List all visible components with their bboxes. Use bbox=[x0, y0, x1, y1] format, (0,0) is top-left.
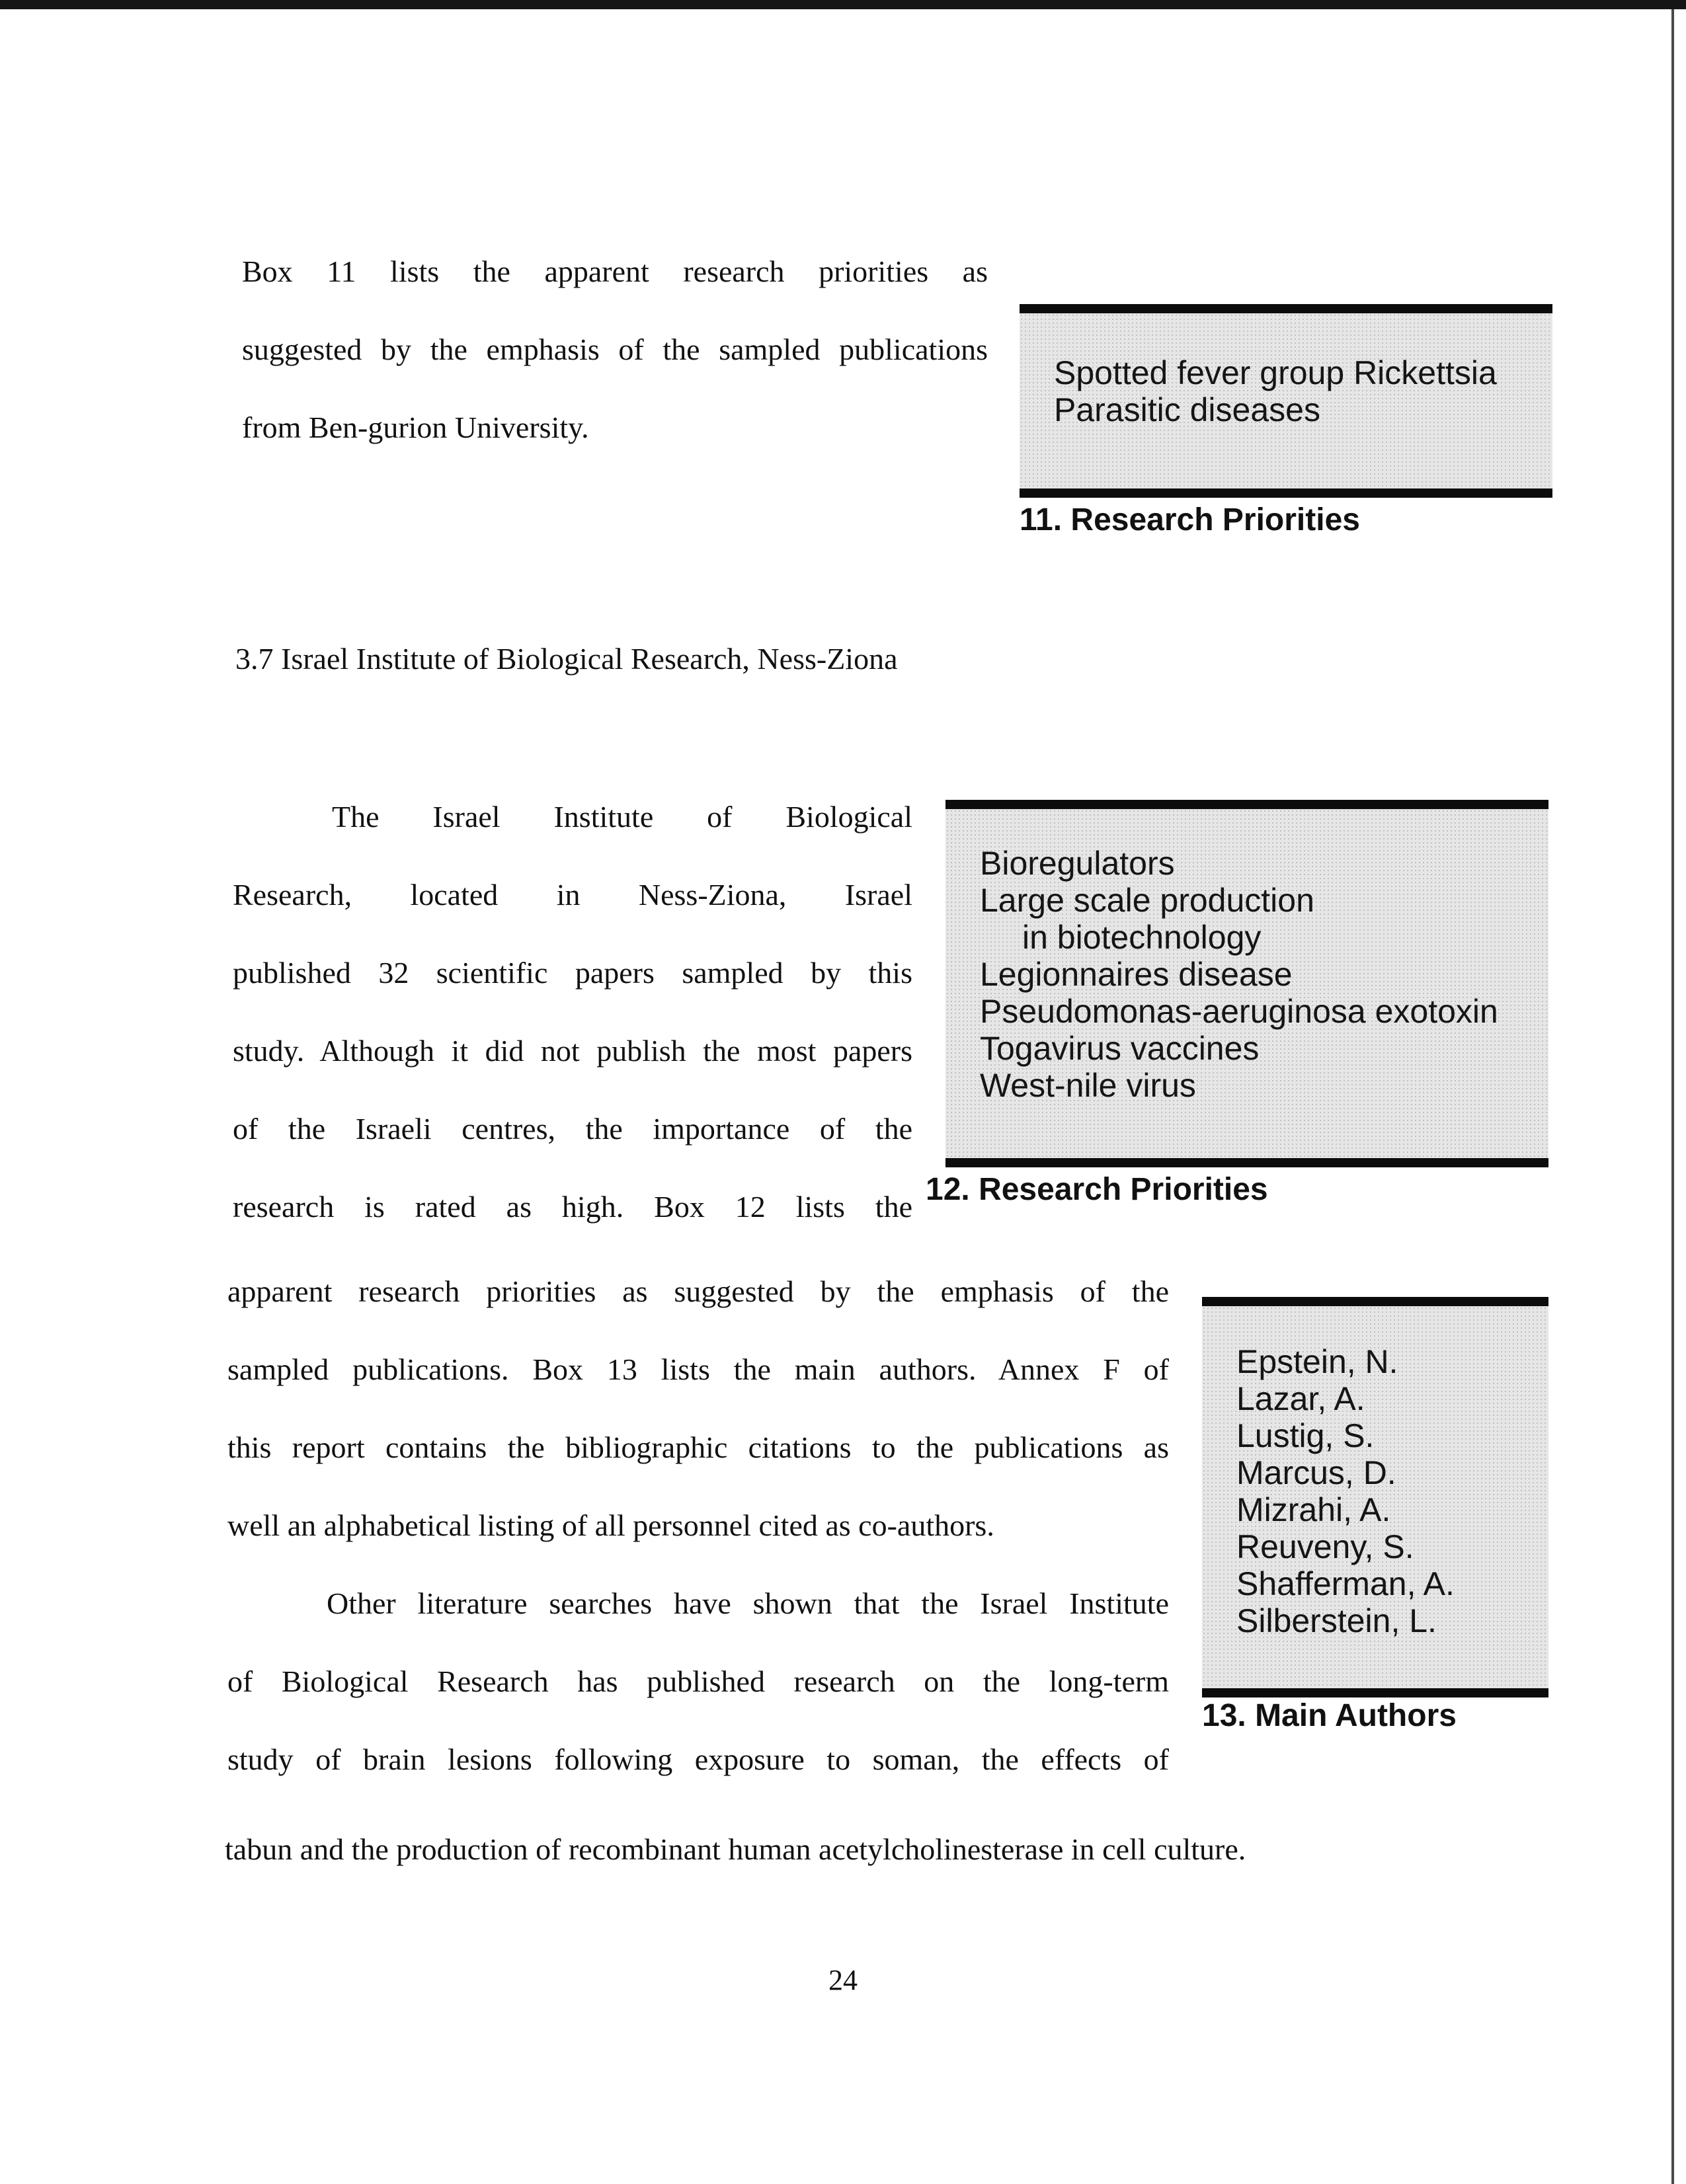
paragraph-iibr-narrow bbox=[233, 778, 912, 1246]
box-13 bbox=[1202, 1297, 1548, 1734]
text-line: suggested by the emphasis of the sampled publications bbox=[242, 332, 988, 366]
list-item: Lazar, A. bbox=[1236, 1380, 1365, 1417]
section-heading: 3.7 Israel Institute of Biological Research, Ness-Ziona bbox=[235, 642, 898, 676]
list-item: Togavirus vaccines bbox=[980, 1030, 1260, 1067]
list-item: Shafferman, A. bbox=[1236, 1565, 1455, 1602]
text-line: published 32 scientific papers sampled by this bbox=[233, 956, 912, 990]
list-item: in biotechnology bbox=[1022, 919, 1262, 956]
box-13-caption: 13. Main Authors bbox=[1202, 1698, 1457, 1733]
text-line: The Israel Institute of Biological bbox=[332, 800, 912, 834]
text-line: sampled publications. Box 13 lists the main authors. Annex F of bbox=[227, 1352, 1169, 1386]
list-item: Reuveny, S. bbox=[1236, 1528, 1414, 1565]
box-12-caption: 12. Research Priorities bbox=[926, 1172, 1268, 1207]
list-item: Large scale production bbox=[980, 882, 1314, 919]
scan-edge-top bbox=[0, 0, 1686, 9]
list-item: Silberstein, L. bbox=[1236, 1602, 1437, 1639]
text-line: apparent research priorities as suggested by the emphasis of the bbox=[227, 1274, 1169, 1308]
text-line: study of brain lesions following exposure to soman, the effects of bbox=[227, 1742, 1169, 1776]
list-item: Parasitic diseases bbox=[1054, 391, 1320, 428]
box-11-caption: 11. Research Priorities bbox=[1020, 502, 1360, 537]
scan-edge-right bbox=[1671, 9, 1674, 2184]
box-13-content bbox=[1202, 1306, 1548, 1688]
page-number: 24 bbox=[828, 1964, 858, 1996]
box-12 bbox=[926, 800, 1548, 1208]
text-line: research is rated as high. Box 12 lists the bbox=[233, 1190, 912, 1224]
box-rule-top bbox=[1202, 1297, 1548, 1306]
box-12-content bbox=[945, 809, 1548, 1158]
text-line: Box 11 lists the apparent research priorities as bbox=[242, 254, 988, 288]
list-item: Lustig, S. bbox=[1236, 1417, 1375, 1454]
box-rule-top bbox=[945, 800, 1548, 809]
box-rule-bottom bbox=[1202, 1688, 1548, 1697]
box-rule-bottom bbox=[1020, 488, 1552, 498]
text-line: of Biological Research has published research on the long-term bbox=[227, 1664, 1169, 1698]
box-11-content bbox=[1020, 313, 1552, 488]
list-item: Mizrahi, A. bbox=[1236, 1491, 1391, 1528]
paragraph-iibr-mid bbox=[227, 1253, 1169, 1799]
text-line: Other literature searches have shown that the Israel Institute bbox=[327, 1586, 1169, 1620]
text-line: of the Israeli centres, the importance of the bbox=[233, 1112, 912, 1146]
list-item: Legionnaires disease bbox=[980, 956, 1293, 993]
text-line: Research, located in Ness-Ziona, Israel bbox=[233, 878, 912, 912]
list-item: Bioregulators bbox=[980, 845, 1175, 882]
paragraph-iibr-final bbox=[225, 1811, 1388, 1889]
box-rule-bottom bbox=[945, 1158, 1548, 1167]
list-item: Pseudomonas-aeruginosa exotoxin bbox=[980, 993, 1498, 1030]
list-item: West-nile virus bbox=[980, 1067, 1196, 1104]
paragraph-box11-intro bbox=[242, 233, 988, 467]
text-line: from Ben-gurion University. bbox=[242, 410, 589, 444]
list-item: Spotted fever group Rickettsia bbox=[1054, 354, 1497, 391]
list-item: Marcus, D. bbox=[1236, 1454, 1396, 1491]
box-11 bbox=[1020, 304, 1552, 538]
text-line: this report contains the bibliographic citations to the publications as bbox=[227, 1430, 1169, 1464]
text-line: study. Although it did not publish the most papers bbox=[233, 1034, 912, 1068]
text-line: tabun and the production of recombinant human acetylcholinesterase in cell culture. bbox=[225, 1832, 1246, 1866]
box-rule-top bbox=[1020, 304, 1552, 313]
text-line: well an alphabetical listing of all personnel cited as co-authors. bbox=[227, 1508, 994, 1542]
list-item: Epstein, N. bbox=[1236, 1343, 1398, 1380]
